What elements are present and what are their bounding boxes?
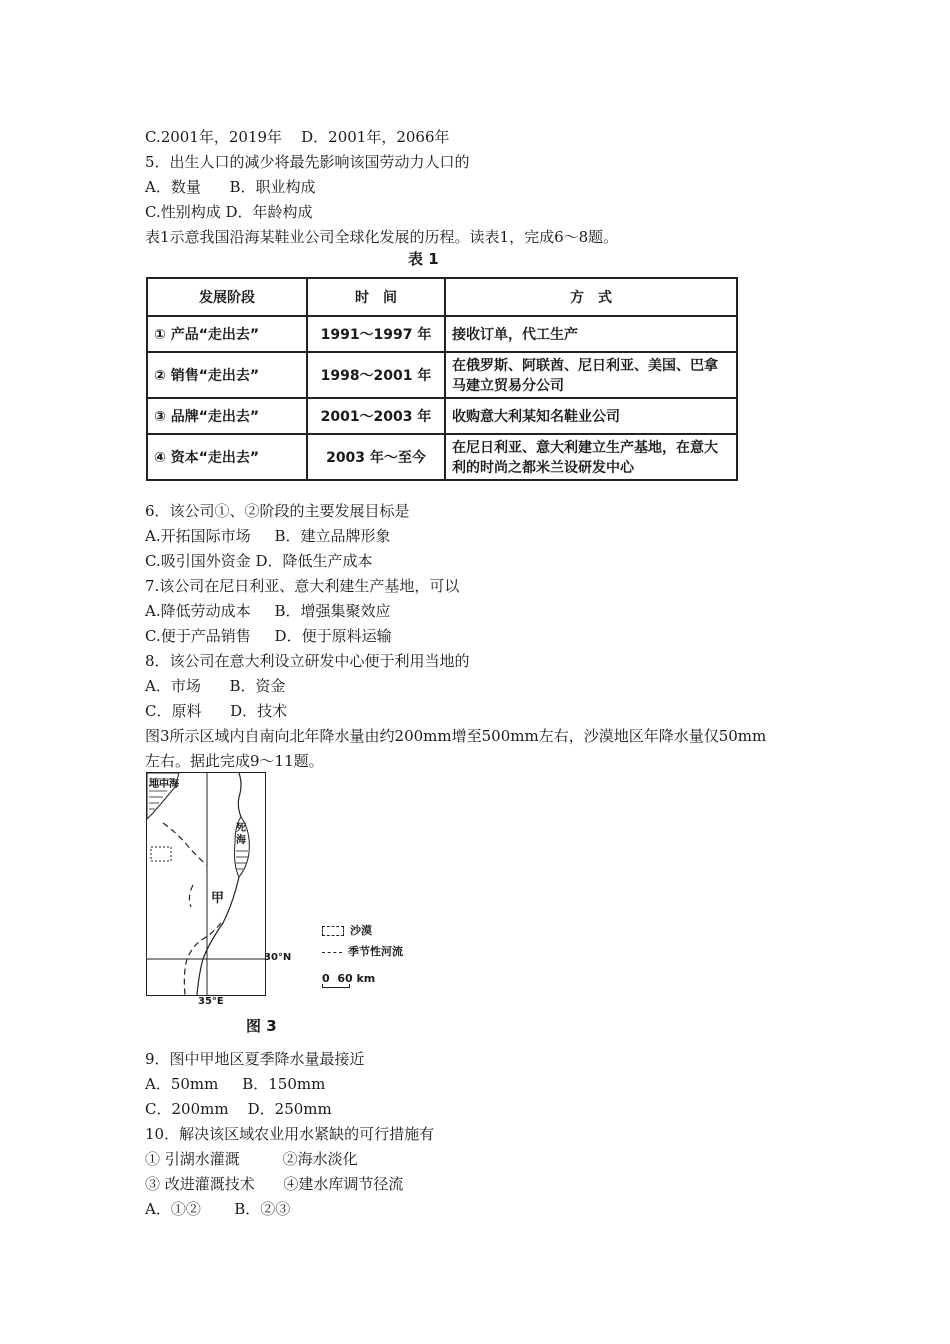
table-header: 时 间 [307, 278, 445, 316]
table-row [147, 352, 737, 398]
table-cell: 2003 年～至今 [307, 434, 445, 480]
map-intro: 左右。据此完成9～11题。 [145, 752, 324, 770]
desert-swatch-icon [322, 926, 344, 936]
table-cell: 2001～2003 年 [307, 398, 445, 434]
option-line: ① 引湖水灌溉 ②海水淡化 [145, 1150, 358, 1168]
development-table [146, 277, 738, 481]
table-intro: 表1示意我国沿海某鞋业公司全球化发展的历程。读表1，完成6～8题。 [145, 228, 619, 246]
map-scale [322, 972, 375, 985]
map-drawing [147, 773, 265, 995]
table-cell: 收购意大利某知名鞋业公司 [445, 398, 737, 434]
scale-label: 0 60 km [322, 972, 376, 985]
map-intro: 图3所示区域内自南向北年降水量由约200mm增至500mm左右，沙漠地区年降水量仅50mm [145, 727, 767, 745]
table-cell: ④ 资本“走出去” [147, 434, 307, 480]
option-line: C.2001年，2019年 D．2001年，2066年 [145, 128, 450, 146]
table-cell: 在尼日利亚、意大利建立生产基地，在意大利的时尚之都米兰设研发中心 [445, 434, 737, 480]
region-map [146, 772, 266, 996]
option-line: A．①② B．②③ [145, 1200, 291, 1218]
place-label: 甲 [211, 891, 225, 906]
option-line: C.性别构成 D．年龄构成 [145, 203, 313, 221]
question-6: 6．该公司①、②阶段的主要发展目标是 [145, 502, 410, 520]
river-swatch-icon [322, 952, 342, 953]
legend-river [322, 943, 403, 959]
table-header: 发展阶段 [147, 278, 307, 316]
table-cell: ② 销售“走出去” [147, 352, 307, 398]
question-8: 8．该公司在意大利设立研发中心便于利用当地的 [145, 652, 470, 670]
table-cell: 1991～1997 年 [307, 316, 445, 352]
dead-sea-label: 死海 [236, 823, 246, 846]
option-line: A．数量 B．职业构成 [145, 178, 316, 196]
table-title: 表 1 [408, 250, 439, 268]
option-line: A.降低劳动成本 B．增强集聚效应 [145, 602, 391, 620]
table-cell: 在俄罗斯、阿联酋、尼日利亚、美国、巴拿马建立贸易分公司 [445, 352, 737, 398]
question-7: 7.该公司在尼日利亚、意大利建生产基地，可以 [145, 577, 460, 595]
table-row [147, 398, 737, 434]
question-10: 10．解决该区域农业用水紧缺的可行措施有 [145, 1125, 435, 1143]
option-line: A．市场 B．资金 [145, 677, 286, 695]
legend-desert-label: 沙漠 [350, 924, 372, 937]
option-line: C.便于产品销售 D．便于原料运输 [145, 627, 392, 645]
table-cell: 1998～2001 年 [307, 352, 445, 398]
question-9: 9．图中甲地区夏季降水量最接近 [145, 1050, 365, 1068]
scale-bar [322, 984, 350, 988]
table-row [147, 316, 737, 352]
table-cell: ① 产品“走出去” [147, 316, 307, 352]
option-line: ③ 改进灌溉技术 ④建水库调节径流 [145, 1175, 404, 1193]
option-line: A.开拓国际市场 B．建立品牌形象 [145, 527, 391, 545]
option-line: C．200mm D．250mm [145, 1100, 332, 1118]
legend-desert [322, 922, 372, 938]
legend-river-label: 季节性河流 [348, 945, 403, 958]
latitude-label: 30°N [264, 952, 292, 963]
table-header: 方 式 [445, 278, 737, 316]
longitude-label: 35°E [198, 996, 224, 1007]
table-row [147, 434, 737, 480]
table-cell: ③ 品牌“走出去” [147, 398, 307, 434]
option-line: C.吸引国外资金 D．降低生产成本 [145, 552, 373, 570]
option-line: A．50mm B．150mm [145, 1075, 326, 1093]
option-line: C．原料 D．技术 [145, 702, 288, 720]
sea-label: 地中海 [149, 779, 179, 790]
question-5: 5．出生人口的减少将最先影响该国劳动力人口的 [145, 153, 470, 171]
figure-caption: 图 3 [246, 1017, 277, 1035]
table-cell: 接收订单，代工生产 [445, 316, 737, 352]
